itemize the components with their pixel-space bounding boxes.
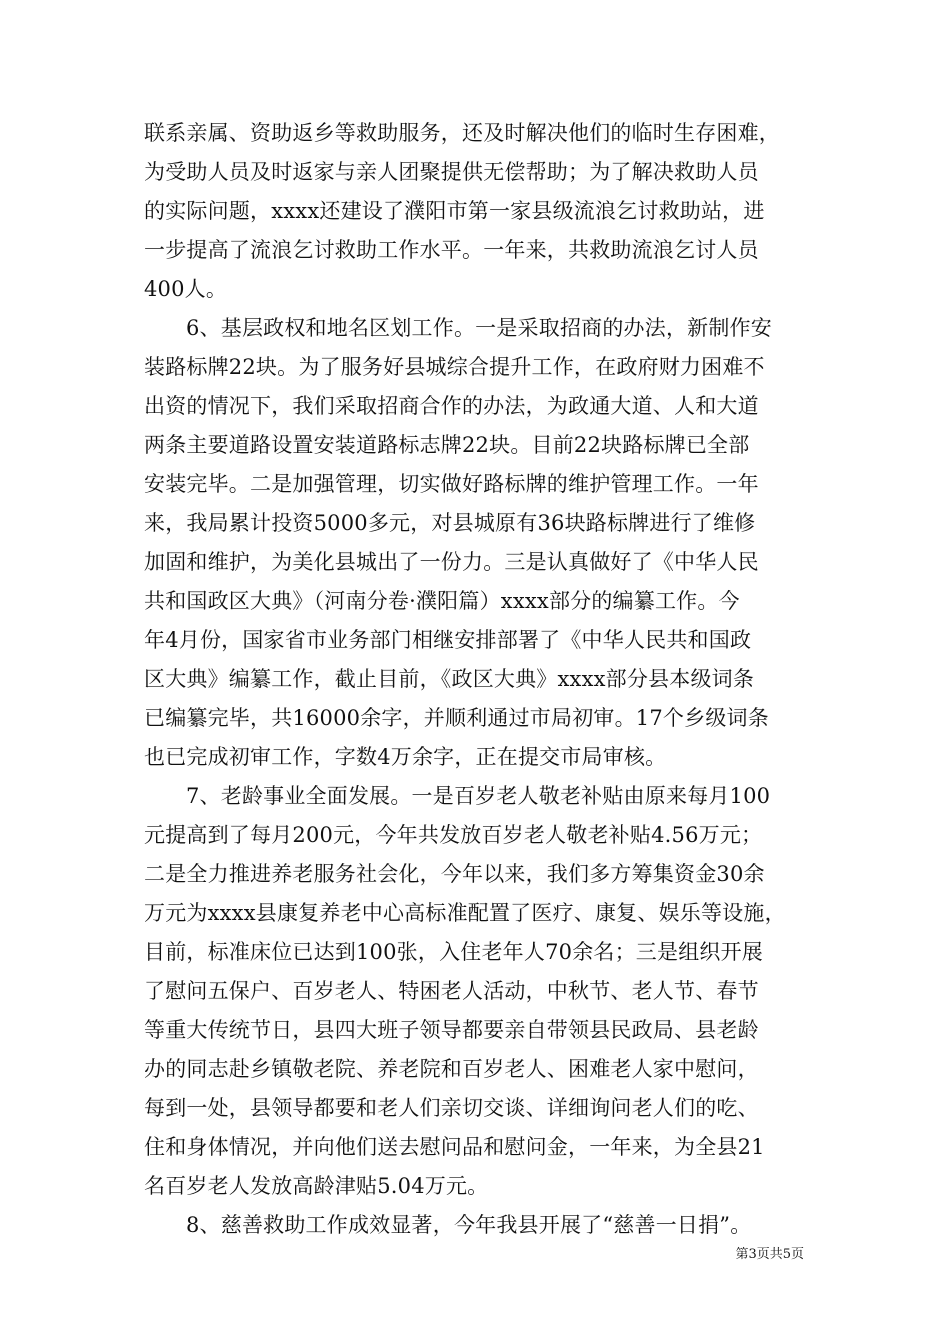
text-line: 办的同志赴乡镇敬老院、养老院和百岁老人、困难老人家中慰问， xyxy=(144,1057,759,1081)
text-line: 每到一处，县领导都要和老人们亲切交谈、详细询问老人们的吃、 xyxy=(144,1096,759,1120)
text-line: 400人。 xyxy=(144,277,228,301)
text-line: 元提高到了每月200元，今年共发放百岁老人敬老补贴4.56万元； xyxy=(144,823,763,847)
text-line: 两条主要道路设置安装道路标志牌22块。目前22块路标牌已全部 xyxy=(144,433,750,457)
text-line: 区大典》编纂工作，截止目前，《政区大典》xxxx部分县本级词条 xyxy=(144,667,755,691)
text-line: 住和身体情况，并向他们送去慰问品和慰问金，一年来，为全县21 xyxy=(144,1135,765,1159)
text-line: 等重大传统节日，县四大班子领导都要亲自带领县民政局、县老龄 xyxy=(144,1018,759,1042)
text-line: 名百岁老人发放高龄津贴5.04万元。 xyxy=(144,1174,489,1198)
text-line: 的实际问题，xxxx还建设了濮阳市第一家县级流浪乞讨救助站，进 xyxy=(144,199,765,223)
text-line: 二是全力推进养老服务社会化，今年以来，我们多方筹集资金30余 xyxy=(144,862,765,886)
text-line: 为受助人员及时返家与亲人团聚提供无偿帮助；为了解决救助人员 xyxy=(144,160,759,184)
text-line: 年4月份，国家省市业务部门相继安排部署了《中华人民共和国政 xyxy=(144,628,752,652)
text-line: 一步提高了流浪乞讨救助工作水平。一年来，共救助流浪乞讨人员 xyxy=(144,238,759,262)
text-line: 联系亲属、资助返乡等救助服务，还及时解决他们的临时生存困难， xyxy=(144,121,780,145)
page-number-footer: 第3页共5页 xyxy=(735,1247,804,1262)
section-6-heading-line: 6、基层政权和地名区划工作。一是采取招商的办法，新制作安 xyxy=(186,316,772,340)
text-line: 万元为xxxx县康复养老中心高标准配置了医疗、康复、娱乐等设施， xyxy=(144,901,786,925)
text-line: 来，我局累计投资5000多元，对县城原有36块路标牌进行了维修 xyxy=(144,511,756,535)
text-line: 也已完成初审工作，字数4万余字，正在提交市局审核。 xyxy=(144,745,667,769)
document-body xyxy=(144,114,810,1245)
text-line: 出资的情况下，我们采取招商合作的办法，为政通大道、人和大道 xyxy=(144,394,759,418)
text-line: 了慰问五保户、百岁老人、特困老人活动，中秋节、老人节、春节 xyxy=(144,979,759,1003)
text-line: 已编纂完毕，共16000余字，并顺利通过市局初审。17个乡级词条 xyxy=(144,706,769,730)
text-line: 共和国政区大典》（河南分卷·濮阳篇）xxxx部分的编纂工作。今 xyxy=(144,589,740,613)
text-line: 安装完毕。二是加强管理，切实做好路标牌的维护管理工作。一年 xyxy=(144,472,759,496)
section-7-heading-line: 7、老龄事业全面发展。一是百岁老人敬老补贴由原来每月100 xyxy=(186,784,771,808)
text-line: 装路标牌22块。为了服务好县城综合提升工作，在政府财力困难不 xyxy=(144,355,765,379)
text-line: 目前，标准床位已达到100张，入住老年人70余名；三是组织开展 xyxy=(144,940,764,964)
text-line: 加固和维护，为美化县城出了一份力。三是认真做好了《中华人民 xyxy=(144,550,759,574)
section-8-heading-line: 8、慈善救助工作成效显著，今年我县开展了“慈善一日捐”。 xyxy=(186,1213,752,1237)
